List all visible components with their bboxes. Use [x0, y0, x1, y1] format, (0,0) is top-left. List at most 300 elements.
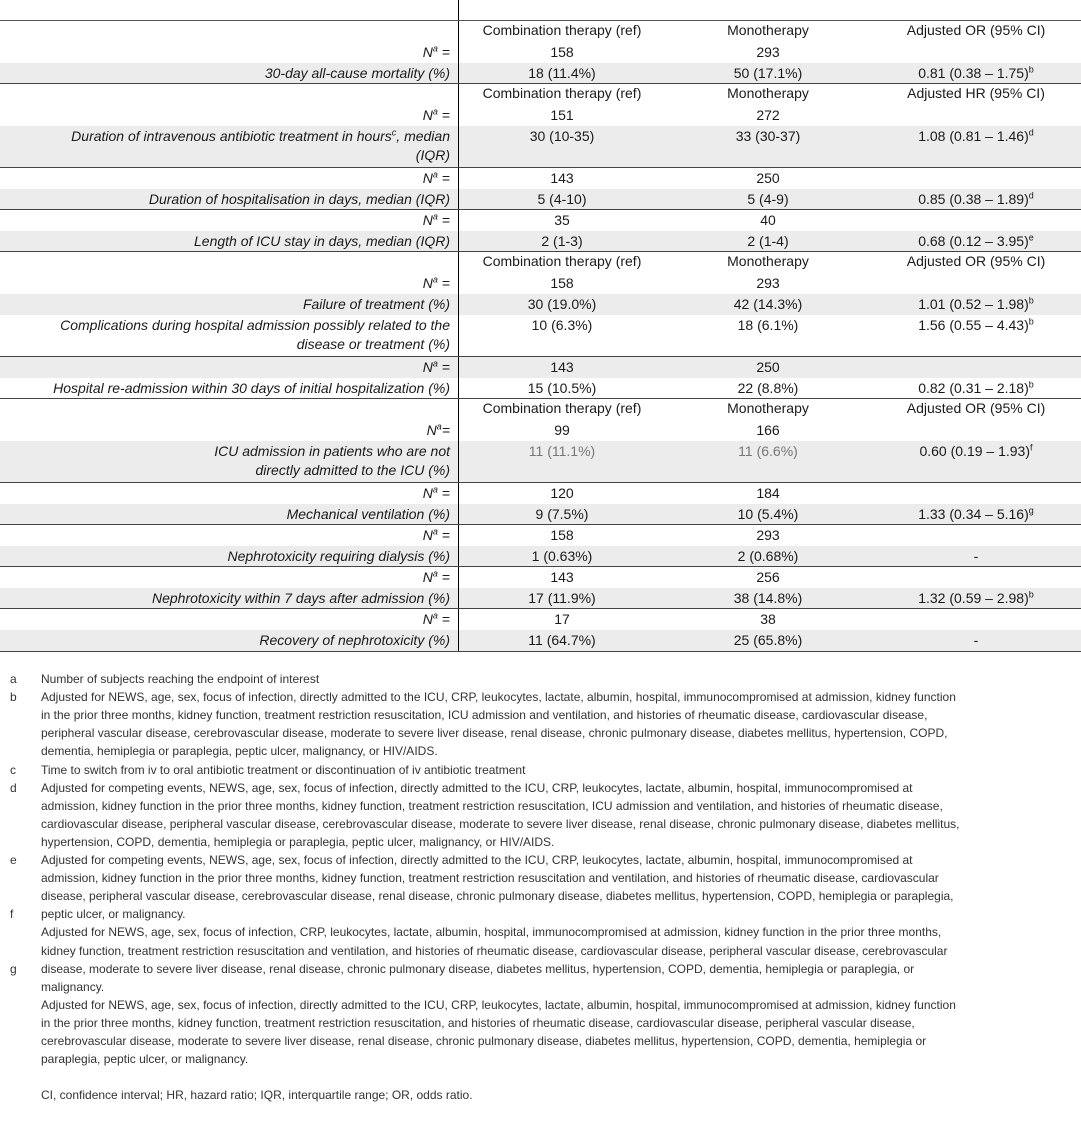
row-label-line: [0, 547, 450, 566]
combination-value: [466, 568, 658, 587]
row-label-text: Recovery of nephrotoxicity (%): [259, 632, 450, 648]
combination-value: [466, 526, 658, 545]
row-label-text: 30-day all-cause mortality (%): [264, 65, 450, 81]
combination-value-text: 143: [550, 359, 574, 375]
monotherapy-value-text: 184: [756, 485, 780, 501]
row-label-suffix: , median: [396, 128, 450, 144]
table-row: [0, 441, 1081, 483]
footnote-letter: c: [10, 762, 16, 777]
row-label-sup: a: [432, 211, 438, 222]
monotherapy-value: [670, 442, 866, 461]
table-row: [0, 378, 1081, 399]
header-monotherapy-text: Monotherapy: [727, 22, 809, 38]
column-divider: [458, 546, 459, 567]
monotherapy-value: [670, 631, 866, 650]
row-label-suffix: =: [437, 527, 450, 543]
adjusted-ratio-value-sup: d: [1028, 127, 1034, 138]
combination-value: [466, 442, 658, 461]
row-label-text: Complications during hospital admission possibly related to the: [60, 317, 450, 333]
adjusted-ratio-value: [872, 127, 1080, 146]
header-monotherapy-text: Monotherapy: [727, 400, 809, 416]
header-monotherapy: [670, 399, 866, 418]
row-label-text: Nephrotoxicity within 7 days after admission (%): [151, 590, 450, 606]
combination-value-text: 18 (11.4%): [528, 65, 596, 81]
combination-value-text: 2 (1-3): [541, 233, 583, 249]
footnote-line: hypertension, COPD, dementia, hemiplegia or paraplegia, peptic ulcer, malignancy, or HIV/AIDS.: [41, 834, 555, 849]
row-label-text: N: [426, 422, 437, 438]
column-divider: [458, 420, 459, 441]
adjusted-ratio-value-sup: e: [1028, 232, 1034, 243]
footnote-line: in the prior three months, kidney function, treatment restriction resuscitation, and histories of rheumatic disease, cardiovascular disease, peripheral vascular disease,: [41, 1015, 915, 1030]
row-label-text: N: [422, 275, 433, 291]
column-divider: [458, 441, 459, 483]
monotherapy-value-text: 42 (14.3%): [733, 296, 803, 312]
table-row: [0, 546, 1081, 567]
header-combination: [466, 21, 658, 40]
column-divider: [458, 567, 459, 588]
table-row: [0, 126, 1081, 168]
monotherapy-value-text: 50 (17.1%): [733, 65, 803, 81]
row-label: [0, 168, 450, 188]
combination-value-text: 158: [550, 44, 574, 60]
combination-value: [466, 64, 658, 83]
monotherapy-value: [670, 568, 866, 587]
monotherapy-value: [670, 64, 866, 83]
adjusted-ratio-value: [872, 589, 1080, 608]
monotherapy-value-text: 38: [760, 611, 776, 627]
adjusted-ratio-value-text: 0.68 (0.12 – 3.95): [918, 233, 1029, 249]
combination-value-text: 30 (19.0%): [527, 296, 597, 312]
row-label-sup: a: [436, 421, 442, 432]
column-divider: [458, 126, 459, 168]
row-label-line: [0, 127, 450, 146]
row-label: [0, 273, 450, 293]
monotherapy-value-text: 166: [756, 422, 780, 438]
row-label: [0, 126, 450, 165]
monotherapy-value-text: 293: [756, 44, 780, 60]
table-row: [0, 105, 1081, 126]
row-label: [0, 588, 450, 608]
column-divider: [458, 630, 459, 651]
combination-value-text: 10 (6.3%): [531, 317, 593, 333]
combination-value-text: 15 (10.5%): [527, 380, 597, 396]
footnote-line: Adjusted for NEWS, age, sex, focus of infection, CRP, leukocytes, lactate, albumin, hospital, immunocompromised at admission, kidney function in the prior three months,: [41, 925, 942, 940]
monotherapy-value: [670, 232, 866, 251]
row-label: [0, 420, 450, 440]
table-row: [0, 630, 1081, 651]
adjusted-ratio-value-sup: b: [1028, 64, 1034, 75]
combination-value-text: 120: [550, 485, 574, 501]
header-row: [0, 21, 1081, 42]
combination-value: [466, 589, 658, 608]
adjusted-ratio-value: [872, 631, 1080, 650]
table-row: [0, 420, 1081, 441]
row-label-sup: a: [432, 526, 438, 537]
combination-value-text: 9 (7.5%): [535, 506, 589, 522]
table-row: [0, 504, 1081, 525]
monotherapy-value: [670, 274, 866, 293]
footnote-line: dementia, hemiplegia or paraplegia, peptic ulcer, malignancy, or HIV/AIDS.: [41, 744, 438, 759]
combination-value: [466, 211, 658, 230]
adjusted-ratio-value-text: -: [973, 632, 979, 648]
row-label-sup: c: [391, 127, 397, 138]
row-label: [0, 189, 450, 209]
footnote-line: admission, kidney function in the prior three months, kidney function, treatment restriction resuscitation, ICU admission and ventilation, and histories of rheumatic disease,: [41, 798, 943, 813]
adjusted-ratio-value: [872, 547, 1080, 566]
column-divider: [458, 357, 459, 378]
header-adjusted-ratio-text: Adjusted OR (95% CI): [906, 253, 1046, 269]
adjusted-ratio-value-text: 0.82 (0.31 – 2.18): [918, 380, 1029, 396]
table-top-divider: [458, 0, 459, 20]
table-row: [0, 483, 1081, 504]
column-divider: [458, 231, 459, 252]
row-label-line: [0, 526, 450, 545]
header-adjusted-ratio: [872, 252, 1080, 271]
row-label-line2: directly admitted to the ICU (%): [255, 462, 450, 478]
adjusted-ratio-value-text: 1.01 (0.52 – 1.98): [918, 296, 1029, 312]
combination-value: [466, 127, 658, 146]
monotherapy-value-text: 22 (8.8%): [737, 380, 799, 396]
footnote-letter: g: [10, 961, 17, 976]
row-label-text: N: [422, 107, 433, 123]
monotherapy-value-text: 293: [756, 527, 780, 543]
combination-value: [466, 610, 658, 629]
row-label-text: ICU admission in patients who are not: [214, 443, 450, 459]
row-label-suffix: =: [441, 422, 450, 438]
row-label-line: [0, 589, 450, 608]
monotherapy-value-text: 5 (4-9): [747, 191, 789, 207]
footnote-line: paraplegia, peptic ulcer, or malignancy.: [41, 1052, 249, 1067]
adjusted-ratio-value-text: 1.33 (0.34 – 5.16): [918, 506, 1029, 522]
monotherapy-value: [670, 190, 866, 209]
column-divider: [458, 294, 459, 315]
row-label-line: [0, 442, 450, 461]
row-label-sup: a: [432, 43, 438, 54]
monotherapy-value: [670, 547, 866, 566]
row-label-line: [0, 568, 450, 587]
combination-value: [466, 547, 658, 566]
adjusted-ratio-value-sup: b: [1028, 379, 1034, 390]
adjusted-ratio-value-text: 1.32 (0.59 – 2.98): [918, 590, 1029, 606]
footnote-letter: a: [10, 672, 17, 686]
column-divider: [458, 609, 459, 630]
adjusted-ratio-value: [872, 64, 1080, 83]
header-combination: [466, 84, 658, 103]
row-label-line: [0, 358, 450, 377]
combination-value: [466, 316, 658, 335]
row-label-text: N: [422, 611, 433, 627]
adjusted-ratio-value-text: 0.81 (0.38 – 1.75): [918, 65, 1029, 81]
row-label: [0, 294, 450, 314]
row-label-line: [0, 64, 450, 83]
row-label: [0, 315, 450, 354]
adjusted-ratio-value: [872, 190, 1080, 209]
monotherapy-value-text: 293: [756, 275, 780, 291]
combination-value-text: 143: [550, 569, 574, 585]
abbreviations-note: CI, confidence interval; HR, hazard ratio; IQR, interquartile range; OR, odds ratio.: [41, 1088, 473, 1103]
combination-value-text: 17 (11.9%): [528, 590, 596, 606]
column-divider: [458, 315, 459, 357]
row-label: [0, 525, 450, 545]
column-divider: [458, 21, 459, 42]
table-row: [0, 294, 1081, 315]
monotherapy-value: [670, 526, 866, 545]
row-label-line: [0, 190, 450, 209]
adjusted-ratio-value: [872, 232, 1080, 251]
column-divider: [458, 273, 459, 294]
row-label-line: [0, 295, 450, 314]
table-row: [0, 189, 1081, 210]
footnote-line: peripheral vascular disease, cerebrovascular disease, moderate to severe liver disease, renal disease, chronic pulmonary disease, diabetes mellitus, hypertension, COPD,: [41, 726, 948, 741]
monotherapy-value-text: 11 (6.6%): [738, 443, 798, 459]
row-label-text: Length of ICU stay in days, median (IQR): [194, 233, 450, 249]
column-divider: [458, 168, 459, 189]
monotherapy-value-text: 40: [760, 212, 776, 228]
combination-value: [466, 232, 658, 251]
table-row: [0, 168, 1081, 189]
table-row: [0, 63, 1081, 84]
table-row: [0, 567, 1081, 588]
combination-value: [466, 421, 658, 440]
combination-value: [466, 274, 658, 293]
combination-value-text: 151: [550, 107, 574, 123]
row-label-suffix: =: [437, 611, 450, 627]
header-row: [0, 399, 1081, 420]
combination-value-text: 35: [554, 212, 570, 228]
table-row: [0, 42, 1081, 63]
combination-value-text: 17: [554, 611, 570, 627]
column-divider: [458, 525, 459, 546]
row-label-line: [0, 232, 450, 251]
row-label-sup: a: [432, 568, 438, 579]
monotherapy-value: [670, 589, 866, 608]
header-monotherapy: [670, 21, 866, 40]
row-label-line: [0, 211, 450, 230]
row-label-text: N: [422, 359, 433, 375]
combination-value: [466, 106, 658, 125]
header-combination: [466, 252, 658, 271]
combination-value-text: 143: [550, 170, 574, 186]
monotherapy-value-text: 25 (65.8%): [733, 632, 803, 648]
footnote-letter: f: [10, 907, 14, 922]
monotherapy-value: [670, 316, 866, 335]
row-label-line: [0, 631, 450, 650]
row-label: [0, 546, 450, 566]
header-monotherapy-text: Monotherapy: [727, 85, 809, 101]
row-label-line: [0, 43, 450, 62]
row-label-text: Hospital re-admission within 30 days of initial hospitalization (%): [53, 380, 450, 396]
monotherapy-value: [670, 211, 866, 230]
adjusted-ratio-value: [872, 379, 1080, 398]
row-label-suffix: =: [437, 359, 450, 375]
combination-value-text: 1 (0.63%): [531, 548, 593, 564]
row-label-suffix: =: [437, 275, 450, 291]
footnote-line: Adjusted for competing events, NEWS, age, sex, focus of infection, directly admitted to the ICU, CRP, leukocytes, lactate, albumin, hospital, immunocompromised at: [41, 780, 913, 795]
row-label-line: [0, 505, 450, 524]
row-label: [0, 210, 450, 230]
row-label-line: [0, 316, 450, 335]
row-label-text: N: [422, 485, 433, 501]
row-label-text: Duration of intravenous antibiotic treatment in hours: [71, 128, 392, 144]
adjusted-ratio-value: [872, 316, 1080, 335]
footnote-line: cerebrovascular disease, moderate to severe liver disease, renal disease, chronic pulmonary disease, diabetes mellitus, hypertension, COPD, dementia, hemiplegia or: [41, 1034, 927, 1048]
row-label-line: [0, 274, 450, 293]
row-label-sup: a: [432, 358, 438, 369]
footnote-line: disease, peripheral vascular disease, cerebrovascular disease, renal disease, chronic pulmonary disease, diabetes mellitus, hypertension, COPD, hemiplegia or paraplegia,: [41, 889, 954, 904]
row-label-text: N: [422, 44, 433, 60]
header-row: [0, 252, 1081, 273]
row-label-text: N: [422, 569, 433, 585]
header-monotherapy: [670, 84, 866, 103]
header-monotherapy-text: Monotherapy: [727, 253, 809, 269]
column-divider: [458, 84, 459, 105]
monotherapy-value-text: 250: [756, 170, 780, 186]
footnote-line: malignancy.: [41, 979, 105, 994]
combination-value: [466, 295, 658, 314]
adjusted-ratio-value-text: 0.85 (0.38 – 1.89): [918, 191, 1029, 207]
header-monotherapy: [670, 252, 866, 271]
row-label-text: Nephrotoxicity requiring dialysis (%): [227, 548, 450, 564]
monotherapy-value: [670, 505, 866, 524]
row-label-text: Mechanical ventilation (%): [286, 506, 450, 522]
footnote-line: Adjusted for NEWS, age, sex, focus of infection, directly admitted to the ICU, CRP, leukocytes, lactate, albumin, hospital, immunocompromised at admission, kidney function: [41, 690, 956, 705]
row-label: [0, 483, 450, 503]
combination-value: [466, 631, 658, 650]
row-label-sup: a: [432, 106, 438, 117]
monotherapy-value-text: 256: [756, 569, 780, 585]
row-label-line2: disease or treatment (%): [296, 336, 450, 352]
monotherapy-value: [670, 169, 866, 188]
combination-value: [466, 505, 658, 524]
combination-value-text: 158: [550, 527, 574, 543]
table-row: [0, 210, 1081, 231]
row-label-text: Duration of hospitalisation in days, median (IQR): [148, 191, 450, 207]
monotherapy-value: [670, 295, 866, 314]
row-label: [0, 504, 450, 524]
combination-value: [466, 379, 658, 398]
row-label-sup: a: [432, 610, 438, 621]
adjusted-ratio-value-sup: g: [1028, 505, 1034, 516]
monotherapy-value-text: 250: [756, 359, 780, 375]
row-label-sup: a: [432, 274, 438, 285]
header-adjusted-ratio-text: Adjusted OR (95% CI): [906, 400, 1046, 416]
footnote-letter: d: [10, 780, 17, 795]
footnote-line: Adjusted for NEWS, age, sex, focus of infection, directly admitted to the ICU, CRP, leukocytes, lactate, albumin, hospital, immunocompromised at admission, kidney function: [41, 997, 956, 1012]
table-row: [0, 315, 1081, 357]
adjusted-ratio-value: [872, 442, 1080, 461]
monotherapy-value: [670, 484, 866, 503]
combination-value-text: 99: [554, 422, 570, 438]
header-adjusted-ratio: [872, 21, 1080, 40]
row-label: [0, 231, 450, 251]
row-label-suffix: =: [437, 170, 450, 186]
column-divider: [458, 105, 459, 126]
row-label: [0, 378, 450, 398]
row-label: [0, 357, 450, 377]
row-label-suffix: =: [437, 212, 450, 228]
header-combination-text: Combination therapy (ref): [482, 400, 642, 416]
table-row: [0, 609, 1081, 630]
combination-value-text: 158: [550, 275, 574, 291]
adjusted-ratio-value-sup: d: [1028, 190, 1034, 201]
row-label: [0, 567, 450, 587]
row-label: [0, 609, 450, 629]
combination-value: [466, 358, 658, 377]
adjusted-ratio-value-text: 1.08 (0.81 – 1.46): [918, 128, 1029, 144]
footnote-line: Adjusted for competing events, NEWS, age, sex, focus of infection, directly admitted to the ICU, CRP, leukocytes, lactate, albumin, hospital, immunocompromised at: [41, 853, 913, 867]
footnote-letter: e: [10, 853, 17, 867]
monotherapy-value: [670, 106, 866, 125]
row-label-line: [0, 169, 450, 188]
adjusted-ratio-value: [872, 505, 1080, 524]
footnote-letter: b: [10, 690, 17, 705]
row-label-suffix: =: [437, 569, 450, 585]
row-label-text: Failure of treatment (%): [302, 296, 450, 312]
section-rule: [0, 651, 1081, 652]
header-combination: [466, 399, 658, 418]
monotherapy-value: [670, 43, 866, 62]
header-combination-text: Combination therapy (ref): [482, 22, 642, 38]
column-divider: [458, 210, 459, 231]
monotherapy-value-text: 2 (1-4): [747, 233, 789, 249]
table-row: [0, 231, 1081, 252]
combination-value-text: 11 (11.1%): [528, 443, 596, 459]
adjusted-ratio-value-text: -: [973, 548, 979, 564]
row-label-line: [0, 379, 450, 398]
column-divider: [458, 588, 459, 609]
adjusted-ratio-value-sup: b: [1028, 589, 1034, 600]
monotherapy-value-text: 2 (0.68%): [737, 548, 799, 564]
adjusted-ratio-value-text: 1.56 (0.55 – 4.43): [918, 317, 1029, 333]
row-label: [0, 63, 450, 83]
column-divider: [458, 189, 459, 210]
footnote-line: Time to switch from iv to oral antibiotic treatment or discontinuation of iv antibiotic treatment: [41, 762, 526, 777]
row-label-sup: a: [432, 169, 438, 180]
row-label-suffix: =: [437, 485, 450, 501]
footnote-line: cardiovascular disease, peripheral vascular disease, cerebrovascular disease, moderate to severe liver disease, renal disease, chronic pulmonary disease, diabetes mellitus,: [41, 816, 960, 831]
table-row: [0, 357, 1081, 378]
row-label-line: [0, 610, 450, 629]
column-divider: [458, 42, 459, 63]
header-row: [0, 84, 1081, 105]
row-label-line: [0, 421, 450, 440]
header-adjusted-ratio: [872, 399, 1080, 418]
adjusted-ratio-value-sup: b: [1028, 316, 1034, 327]
column-divider: [458, 504, 459, 525]
column-divider: [458, 252, 459, 273]
monotherapy-value: [670, 358, 866, 377]
combination-value: [466, 169, 658, 188]
row-label-suffix: =: [437, 44, 450, 60]
row-label-line: [0, 484, 450, 503]
column-divider: [458, 399, 459, 420]
row-label: [0, 441, 450, 480]
adjusted-ratio-value-sup: b: [1028, 295, 1034, 306]
monotherapy-value-text: 272: [756, 107, 780, 123]
row-label-line2: (IQR): [415, 147, 450, 163]
row-label-suffix: =: [437, 107, 450, 123]
monotherapy-value: [670, 421, 866, 440]
combination-value-text: 11 (64.7%): [528, 632, 596, 648]
combination-value: [466, 43, 658, 62]
row-label: [0, 105, 450, 125]
footnote-line: peptic ulcer, or malignancy.: [41, 907, 186, 922]
combination-value: [466, 484, 658, 503]
monotherapy-value-text: 18 (6.1%): [737, 317, 799, 333]
column-divider: [458, 63, 459, 84]
monotherapy-value-text: 38 (14.8%): [733, 590, 803, 606]
footnote-line: disease, moderate to severe liver disease, renal disease, chronic pulmonary disease, diabetes mellitus, hypertension, COPD, dementia, hemiplegia or paraplegia, or: [41, 961, 915, 976]
